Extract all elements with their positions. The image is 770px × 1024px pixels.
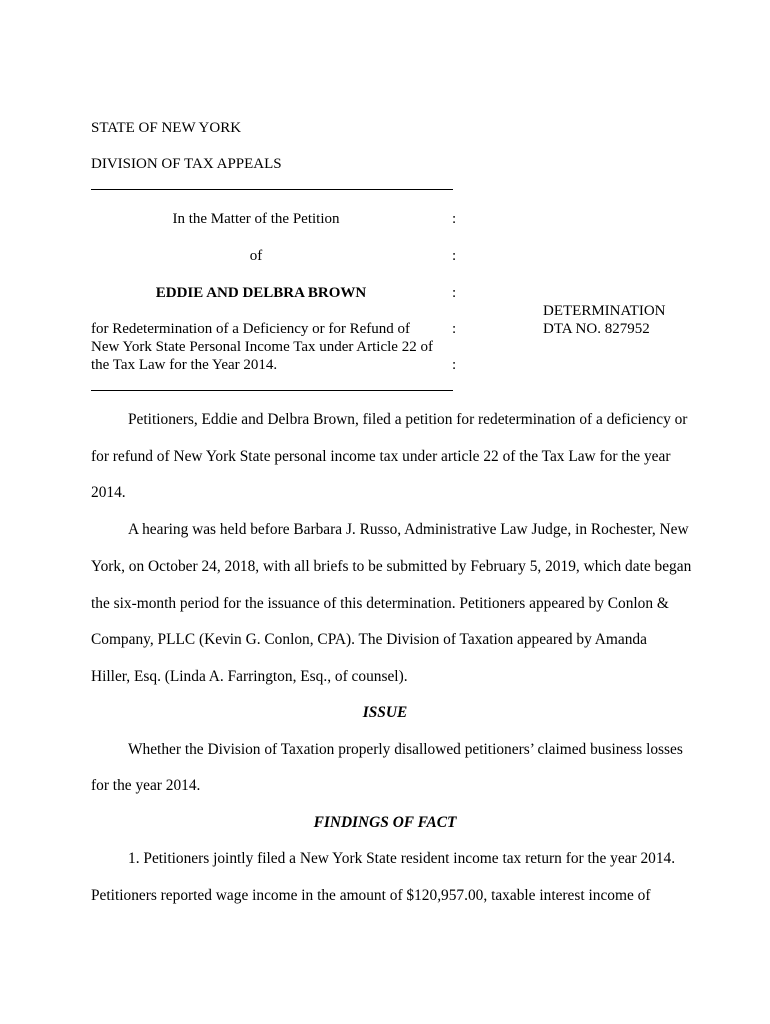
caption-colon: : [452,285,457,301]
paragraph-3-line-1: Whether the Division of Taxation properly disallowed petitioners’ claimed business losses [128,741,683,758]
paragraph-2-line-3: the six-month period for the issuance of this determination. Petitioners appeared by Conlon & [91,595,669,612]
caption-colon: : [452,321,457,337]
paragraph-2-line-4: Company, PLLC (Kevin G. Conlon, CPA). The Division of Taxation appeared by Amanda [91,631,647,648]
caption-top-rule [91,189,453,190]
purpose-line-3: the Tax Law for the Year 2014. [91,357,278,373]
petitioners-name: EDDIE AND DELBRA BROWN [155,285,367,301]
caption-colon: : [452,248,457,264]
findings-heading: FINDINGS OF FACT [313,814,457,831]
determination-label: DETERMINATION [543,303,666,319]
paragraph-1-line-1: Petitioners, Eddie and Delbra Brown, filed a petition for redetermination of a deficiency or [128,411,688,428]
paragraph-2-line-5: Hiller, Esq. (Linda A. Farrington, Esq., of counsel). [91,668,408,685]
paragraph-4-line-1: 1. Petitioners jointly filed a New York State resident income tax return for the year 2014. [128,850,676,867]
issue-heading: ISSUE [362,704,408,721]
matter-line: In the Matter of the Petition [172,211,340,227]
purpose-line-1: for Redetermination of a Deficiency or for Refund of [91,321,411,337]
paragraph-4-line-2: Petitioners reported wage income in the amount of $120,957.00, taxable interest income of [91,887,651,904]
caption-bottom-rule [91,390,453,391]
paragraph-1-line-2: for refund of New York State personal income tax under article 22 of the Tax Law for the year [91,448,671,465]
paragraph-1-line-3: 2014. [91,484,126,501]
purpose-line-2: New York State Personal Income Tax under Article 22 of [91,339,433,355]
division-heading: DIVISION OF TAX APPEALS [91,156,282,172]
state-heading: STATE OF NEW YORK [91,120,242,136]
caption-colon: : [452,211,457,227]
of-line: of [249,248,263,264]
caption-colon: : [452,357,457,373]
paragraph-2-line-1: A hearing was held before Barbara J. Russo, Administrative Law Judge, in Rochester, New [128,521,689,538]
paragraph-3-line-2: for the year 2014. [91,777,201,794]
paragraph-2-line-2: York, on October 24, 2018, with all briefs to be submitted by February 5, 2019, which date began [91,558,692,575]
dta-number: DTA NO. 827952 [543,321,650,337]
